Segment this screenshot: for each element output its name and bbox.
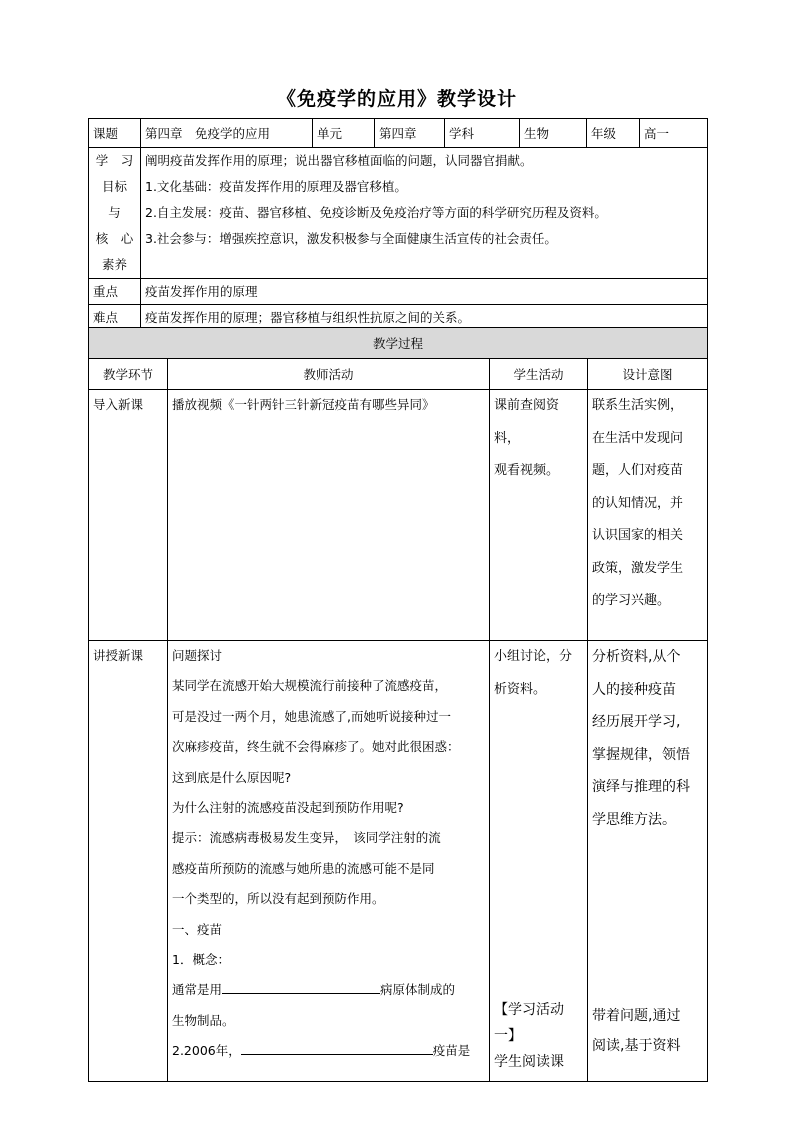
main-design: 分析资料,从个 人的接种疫苗 经历展开学习, 掌握规律，领悟 演绎与推理的科 学思维方法。 带着问题,通过 阅读,基于资料 [588, 641, 708, 1082]
page-title: 《免疫学的应用》教学设计 [276, 88, 517, 110]
main-teacher [168, 641, 490, 1082]
key-point-value: 疫苗发挥作用的原理 [141, 279, 708, 305]
process-table [88, 327, 708, 1082]
header-design: 设计意图 [588, 359, 708, 390]
objective-item: 1.文化基础：疫苗发挥作用的原理及器官移植。 [145, 179, 407, 194]
objectives-row [89, 148, 708, 279]
main-student: 小组讨论，分 析资料。 【学习活动 一】 学生阅读课 [490, 641, 588, 1082]
blank-underline [222, 981, 380, 994]
main-row [89, 641, 708, 1082]
unit-label: 单元 [313, 119, 375, 148]
info-table [88, 118, 708, 331]
objective-item: 2.自主发展：疫苗、器官移植、免疫诊断及免疫治疗等方面的科学研究历程及资料。 [145, 205, 607, 220]
intro-row [89, 390, 708, 641]
header-student: 学生活动 [490, 359, 588, 390]
teacher-line: 一个类型的，所以没有起到预防作用。 [172, 891, 385, 907]
objectives-intro: 阐明疫苗发挥作用的原理；说出器官移植面临的问题，认同器官捐献。 [145, 153, 533, 168]
teacher-line: 生物制品。 [172, 1012, 235, 1028]
difficult-point-label: 难点 [89, 305, 141, 331]
key-point-label: 重点 [89, 279, 141, 305]
process-band-row [89, 328, 708, 359]
grade-label: 年级 [587, 119, 640, 148]
objective-item: 3.社会参与：增强疾控意识，激发积极参与全面健康生活宣传的社会责任。 [145, 231, 557, 246]
header-teacher: 教师活动 [168, 359, 490, 390]
subject-label: 学科 [445, 119, 520, 148]
unit-value: 第四章 [375, 119, 445, 148]
fill-blank-line: 2.2006年， 疫苗是 [172, 1043, 471, 1059]
objectives-label: 学 习 目标 与 核 心 素养 [89, 148, 141, 279]
teacher-line: 问题探讨 [172, 648, 223, 663]
activity-tag: 【学习活动 [494, 1002, 564, 1018]
process-band: 教学过程 [89, 328, 708, 359]
teacher-line: 为什么注射的流感疫苗没起到预防作用呢? [172, 800, 404, 816]
header-stage: 教学环节 [89, 359, 168, 390]
main-stage: 讲授新课 [89, 641, 168, 1082]
teacher-line: 这到底是什么原因呢? [172, 769, 292, 785]
objectives-body [141, 148, 708, 279]
intro-design: 联系生活实例， 在生活中发现问 题，人们对疫苗 的认知情况，并 认识国家的相关 政策，激发学生 的学习兴趣。 [588, 390, 708, 641]
topic-label: 课题 [89, 119, 141, 148]
intro-teacher: 播放视频《一针两针三针新冠疫苗有哪些异同》 [168, 390, 490, 641]
teacher-line: 某同学在流感开始大规模流行前接种了流感疫苗， [172, 678, 448, 694]
teacher-line: 感疫苗所预防的流感与她所患的流感可能不是同 [172, 860, 435, 876]
intro-stage: 导入新课 [89, 390, 168, 641]
grade-value: 高一 [640, 119, 708, 148]
teacher-line: 一、疫苗 [172, 921, 223, 937]
process-header-row [89, 359, 708, 390]
intro-student: 课前查阅资料， 观看视频。 [490, 390, 588, 641]
teacher-line: 1．概念： [172, 952, 230, 968]
subject-value: 生物 [520, 119, 587, 148]
blank-underline [241, 1042, 433, 1055]
difficult-point-value: 疫苗发挥作用的原理；器官移植与组织性抗原之间的关系。 [141, 305, 708, 331]
topic-value: 第四章 免疫学的应用 [141, 119, 313, 148]
teacher-line: 次麻疹疫苗，终生就不会得麻疹了。她对此很困惑： [172, 739, 460, 755]
info-row [89, 119, 708, 148]
teacher-line: 提示：流感病毒极易发生变异， 该同学注射的流 [172, 830, 441, 846]
teacher-line: 可是没过一两个月，她患流感了,而她听说接种过一 [172, 708, 451, 724]
key-point-row [89, 279, 708, 305]
fill-blank-line: 通常是用 病原体制成的 [172, 982, 456, 998]
